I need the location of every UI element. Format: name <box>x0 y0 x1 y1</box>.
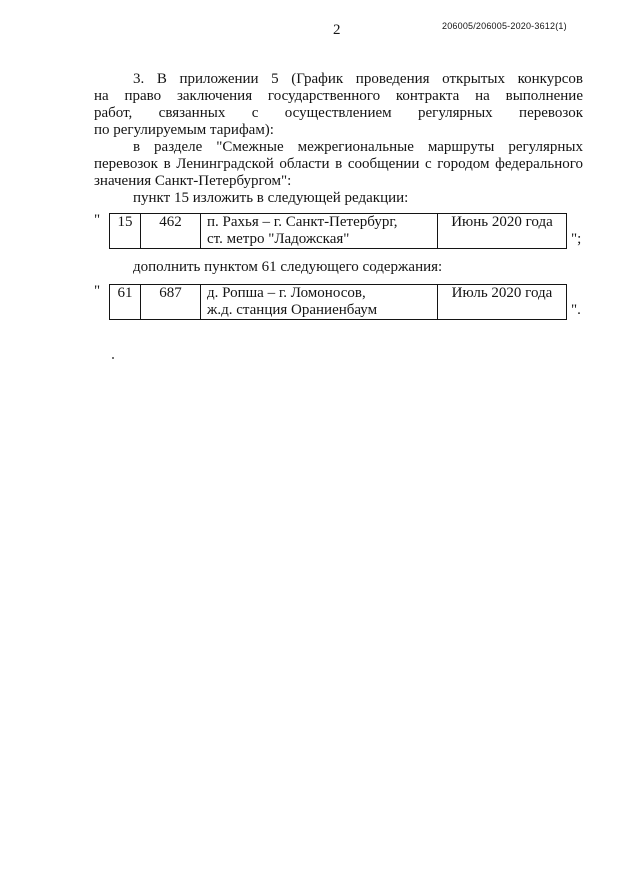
date-cell: Июль 2020 года <box>438 285 567 320</box>
item-15-close-quote: "; <box>571 231 582 247</box>
document-code: 206005/206005-2020-3612(1) <box>442 21 567 31</box>
route-name-line: п. Рахья – г. Санкт-Петербург, <box>207 214 398 230</box>
table-row <box>110 285 567 320</box>
route-name-line: ж.д. станция Ораниенбаум <box>207 302 378 318</box>
section-reference-line: в разделе "Смежные межрегиональные маршруты регулярных <box>133 139 583 155</box>
body-text <box>94 71 583 207</box>
paragraph-3-line: по регулируемым тарифам): <box>94 122 274 138</box>
item-61-open-quote: " <box>94 283 101 299</box>
route-name-cell <box>201 285 438 320</box>
section-reference-line: перевозок в Ленинградской области в сообщении с городом федерального <box>94 156 583 172</box>
item-61-table <box>109 284 567 320</box>
item-61-close-quote: ". <box>571 302 581 318</box>
route-name-line: ст. метро "Ладожская" <box>207 231 350 247</box>
paragraph-3-line: на право заключения государственного контракта на выполнение <box>94 88 583 104</box>
page-number: 2 <box>333 22 341 38</box>
item-15-open-quote: " <box>94 212 101 228</box>
route-number-cell: 687 <box>141 285 201 320</box>
item-15-table <box>109 213 567 249</box>
route-name-cell <box>201 214 438 249</box>
date-cell: Июнь 2020 года <box>438 214 567 249</box>
item-number-cell: 15 <box>110 214 141 249</box>
route-name-line: д. Ропша – г. Ломоносов, <box>207 285 366 301</box>
route-number-cell: 462 <box>141 214 201 249</box>
paragraph-3-line: работ, связанных с осуществлением регулярных перевозок <box>94 105 583 121</box>
section-reference-line: значения Санкт-Петербургом": <box>94 173 292 189</box>
paragraph-3-line: 3. В приложении 5 (График проведения открытых конкурсов <box>133 71 583 87</box>
item-number-cell: 61 <box>110 285 141 320</box>
table-row <box>110 214 567 249</box>
scan-speck <box>112 357 114 359</box>
item-61-intro: дополнить пунктом 61 следующего содержания: <box>133 259 443 275</box>
item-15-intro: пункт 15 изложить в следующей редакции: <box>133 190 409 206</box>
